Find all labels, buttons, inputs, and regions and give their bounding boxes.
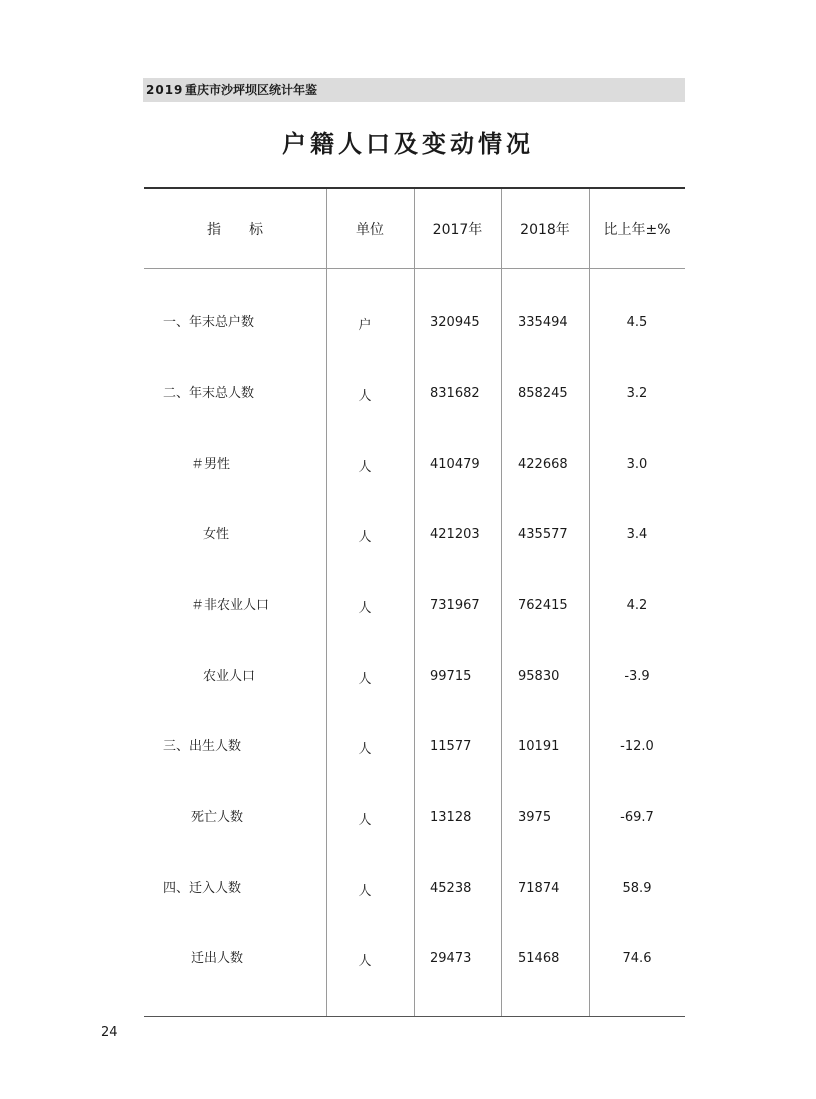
value-2017-cell: 320945 [430,315,480,330]
unit-cell: 人 [358,530,372,545]
value-2017-cell: 11577 [430,739,472,754]
indicator-cell: 农业人口 [203,669,256,684]
value-2017-cell: 410479 [430,457,480,472]
running-header-book-title: 重庆市沙坪坝区统计年鉴 [185,83,318,97]
column-header-2017: 2017年 [432,222,483,238]
indicator-cell: 一、年末总户数 [163,315,255,330]
indicator-cell: 四、迁入人数 [163,881,242,896]
change-percent-cell: 3.0 [626,457,648,472]
change-percent-cell: -69.7 [620,810,654,825]
value-2018-cell: 10191 [518,739,560,754]
change-percent-cell: 4.2 [626,598,648,613]
value-2018-cell: 95830 [518,669,560,684]
column-header-indicator: 指 标 [207,222,263,238]
unit-cell: 人 [358,884,372,899]
value-2017-cell: 99715 [430,669,472,684]
column-divider [414,189,415,1016]
change-percent-cell: -12.0 [620,739,654,754]
change-percent-cell: -3.9 [624,669,650,684]
value-2018-cell: 858245 [518,386,568,401]
unit-cell: 人 [358,813,372,828]
unit-cell: 人 [358,672,372,687]
value-2018-cell: 335494 [518,315,568,330]
value-2018-cell: 3975 [518,810,552,825]
running-header-year: 2019 [146,83,184,97]
unit-cell: 户 [358,318,372,333]
value-2018-cell: 51468 [518,951,560,966]
value-2017-cell: 29473 [430,951,472,966]
indicator-cell: ＃非农业人口 [191,598,270,613]
value-2017-cell: 13128 [430,810,472,825]
indicator-cell: 三、出生人数 [163,739,242,754]
change-percent-cell: 3.4 [626,527,648,542]
unit-cell: 人 [358,389,372,404]
table-bottom-rule [144,1016,685,1017]
page-number: 24 [101,1025,118,1040]
value-2018-cell: 71874 [518,881,560,896]
column-divider [501,189,502,1016]
indicator-cell: 女性 [203,527,230,542]
unit-cell: 人 [358,954,372,969]
change-percent-cell: 3.2 [626,386,648,401]
unit-cell: 人 [358,601,372,616]
indicator-cell: 死亡人数 [191,810,244,825]
indicator-cell: 迁出人数 [191,951,244,966]
value-2018-cell: 422668 [518,457,568,472]
change-percent-cell: 74.6 [622,951,652,966]
page-title: 户籍人口及变动情况 [282,129,534,158]
value-2018-cell: 435577 [518,527,568,542]
value-2017-cell: 421203 [430,527,480,542]
change-percent-cell: 4.5 [626,315,648,330]
value-2017-cell: 831682 [430,386,480,401]
unit-cell: 人 [358,460,372,475]
column-header-2018: 2018年 [520,222,570,238]
unit-cell: 人 [358,742,372,757]
column-header-change: 比上年±% [603,222,671,238]
value-2018-cell: 762415 [518,598,568,613]
indicator-cell: ＃男性 [191,457,231,472]
column-header-unit: 单位 [356,222,384,238]
value-2017-cell: 731967 [430,598,480,613]
change-percent-cell: 58.9 [622,881,652,896]
indicator-cell: 二、年末总人数 [163,386,255,401]
value-2017-cell: 45238 [430,881,472,896]
